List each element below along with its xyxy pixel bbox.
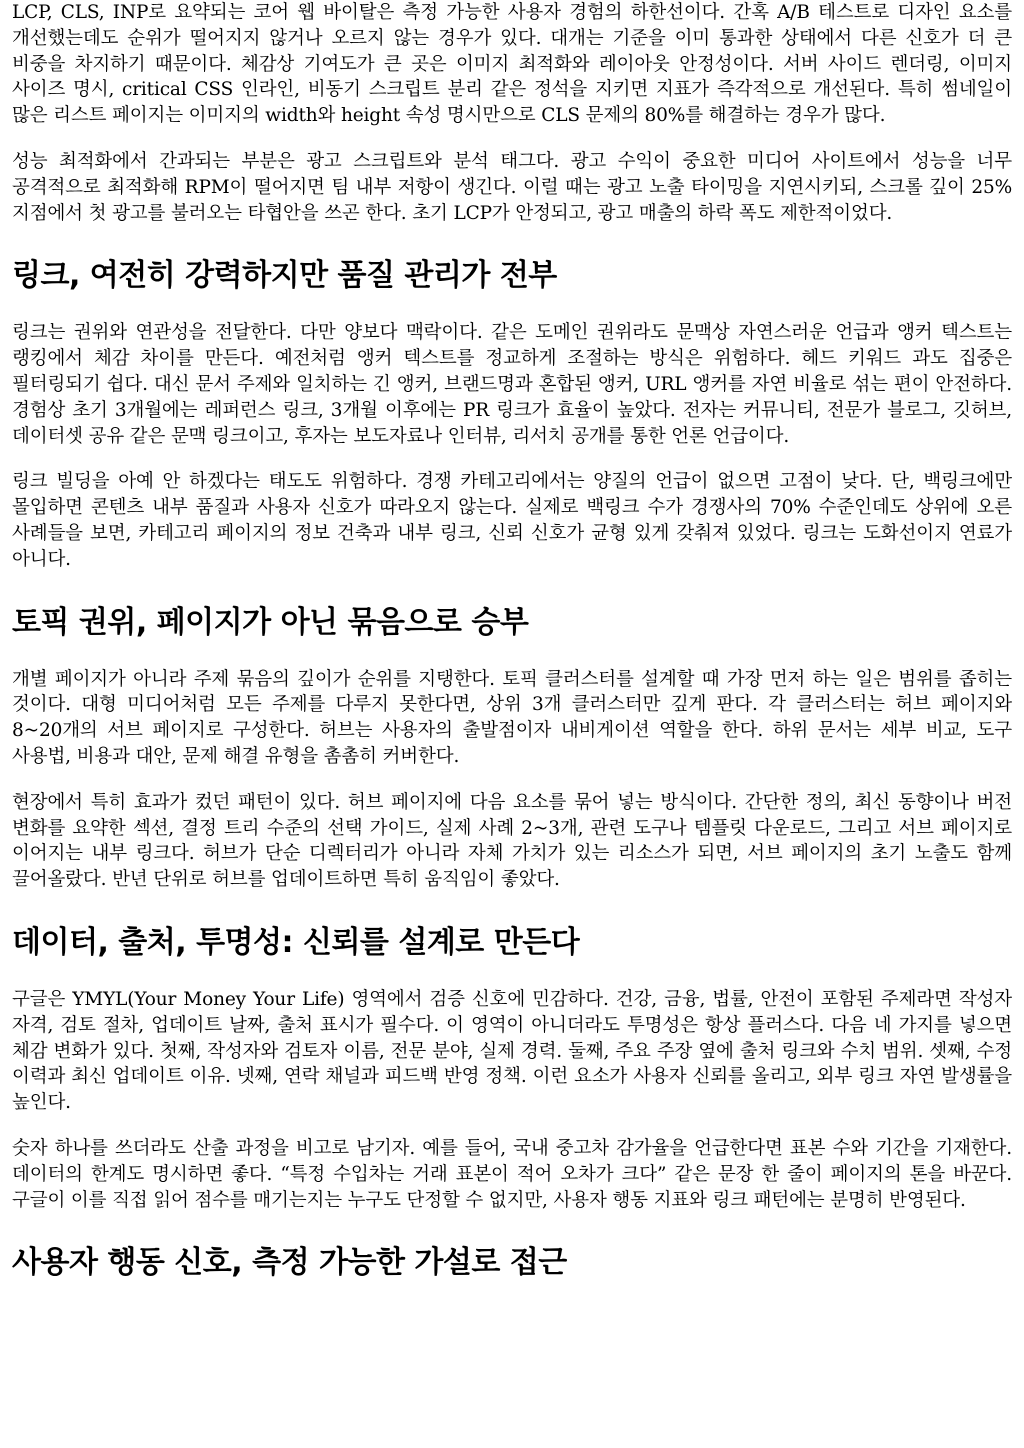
paragraph-hub-pattern: 현장에서 특히 효과가 컸던 패턴이 있다. 허브 페이지에 다음 요소를 묶어 넣는 방식이다. 간단한 정의, 최신 동향이나 버전 변화를 요약한 섹션, 결정 트리 수준의 선택 가이드, 실제 사례 2~3개, 관련 도구나 템플릿 다운로드, 그리고 서브 페이지로 이어지는 내부 링크다. 허브가 단순 디렉터리가 아니라 자체 가치가 있는 리소스가 되면, 서브 페이지의 초기 노출도 함께 끌어올랐다. 반년 단위로 허브를 업데이트하면 특히 움직임이 좋았다. (12, 791, 1012, 891)
paragraph-data-notes: 숫자 하나를 쓰더라도 산출 과정을 비고로 남기자. 예를 들어, 국내 중고차 감가율을 언급한다면 표본 수와 기간을 기재한다. 데이터의 한계도 명시하면 좋다. “특정 수입차는 거래 표본이 적어 오차가 크다” 같은 문장 한 줄이 페이지의 톤을 바꾼다. 구글이 이를 직접 읽어 점수를 매기는지는 누구도 단정할 수 없지만, 사용자 행동 지표와 링크 패턴에는 분명히 반영된다. (12, 1137, 1012, 1211)
paragraph-link-context: 링크는 권위와 연관성을 전달한다. 다만 양보다 맥락이다. 같은 도메인 권위라도 문맥상 자연스러운 언급과 앵커 텍스트는 랭킹에서 체감 차이를 만든다. 예전처럼 앵커 텍스트를 정교하게 조절하는 방식은 위험하다. 헤드 키워드 과도 집중은 필터링되기 쉽다. 대신 문서 주제와 일치하는 긴 앵커, 브랜드명과 혼합된 앵커, URL 앵커를 자연 비율로 섞는 편이 안전하다. 경험상 초기 3개월에는 레퍼런스 링크, 3개월 이후에는 PR 링크가 효율이 높았다. 전자는 커뮤니티, 전문가 블로그, 깃허브, 데이터셋 공유 같은 문맥 링크이고, 후자는 보도자료나 인터뷰, 리서치 공개를 통한 언론 언급이다. (12, 322, 1012, 447)
section-heading-topic-authority: 토픽 권위, 페이지가 아닌 묶음으로 승부 (12, 604, 529, 640)
paragraph-ad-scripts: 성능 최적화에서 간과되는 부분은 광고 스크립트와 분석 태그다. 광고 수익이 중요한 미디어 사이트에서 성능을 너무 공격적으로 최적화해 RPM이 떨어지면 팀 내부 저항이 생긴다. 이럴 때는 광고 노출 타이밍을 지연시키되, 스크롤 깊이 25% 지점에서 첫 광고를 불러오는 타협안을 쓰곤 한다. 초기 LCP가 안정되고, 광고 매출의 하락 폭도 제한적이었다. (12, 150, 1012, 224)
section-heading-user-signals: 사용자 행동 신호, 측정 가능한 가설로 접근 (12, 1245, 567, 1281)
section-heading-trust: 데이터, 출처, 투명성: 신뢰를 설계로 만든다 (12, 924, 580, 960)
paragraph-link-building: 링크 빌딩을 아예 안 하겠다는 태도도 위험하다. 경쟁 카테고리에서는 양질의 언급이 없으면 고점이 낮다. 단, 백링크에만 몰입하면 콘텐츠 내부 품질과 사용자 신호가 따라오지 않는다. 실제로 백링크 수가 경쟁사의 70% 수준인데도 상위에 오른 사례들을 보면, 카테고리 페이지의 정보 건축과 내부 링크, 신뢰 신호가 균형 있게 갖춰져 있었다. 링크는 도화선이지 연료가 아니다. (12, 471, 1012, 570)
paragraph-web-vitals: LCP, CLS, INP로 요약되는 코어 웹 바이탈은 측정 가능한 사용자 경험의 하한선이다. 간혹 A/B 테스트로 디자인 요소를 개선했는데도 순위가 떨어지지 않거나 오르지 않는 경우가 있다. 대개는 기준을 이미 통과한 상태에서 다른 신호가 더 큰 비중을 차지하기 때문이다. 체감상 기여도가 큰 곳은 이미지 최적화와 레이아웃 안정성이다. 서버 사이드 렌더링, 이미지 사이즈 명시, critical CSS 인라인, 비동기 스크립트 분리 같은 정석을 지키면 지표가 즉각적으로 개선된다. 특히 썸네일이 많은 리스트 페이지는 이미지의 width와 height 속성 명시만으로 CLS 문제의 80%를 해결하는 경우가 많다. (12, 2, 1012, 127)
paragraph-ymyl: 구글은 YMYL(Your Money Your Life) 영역에서 검증 신호에 민감하다. 건강, 금융, 법률, 안전이 포함된 주제라면 작성자 자격, 검토 절차, 업데이트 날짜, 출처 표시가 필수다. 이 영역이 아니더라도 투명성은 항상 플러스다. 다음 네 가지를 넣으면 체감 변화가 있다. 첫째, 작성자와 검토자 이름, 전문 분야, 실제 경력. 둘째, 주요 주장 옆에 출처 링크와 수치 범위. 셋째, 수정 이력과 최신 업데이트 이유. 넷째, 연락 채널과 피드백 반영 정책. 이런 요소가 사용자 신뢰를 올리고, 외부 링크 자연 발생률을 높인다. (12, 988, 1012, 1114)
article-body (12, 0, 1012, 1307)
paragraph-topic-clusters: 개별 페이지가 아니라 주제 묶음의 깊이가 순위를 지탱한다. 토픽 클러스터를 설계할 때 가장 먼저 하는 일은 범위를 좁히는 것이다. 대형 미디어처럼 모든 주제를 다루지 못한다면, 상위 3개 클러스터만 깊게 판다. 각 클러스터는 허브 페이지와 8~20개의 서브 페이지로 구성한다. 허브는 사용자의 출발점이자 내비게이션 역할을 한다. 하위 문서는 세부 비교, 도구 사용법, 비용과 대안, 문제 해결 유형을 촘촘히 커버한다. (12, 668, 1012, 767)
section-heading-links: 링크, 여전히 강력하지만 품질 관리가 전부 (12, 258, 557, 294)
